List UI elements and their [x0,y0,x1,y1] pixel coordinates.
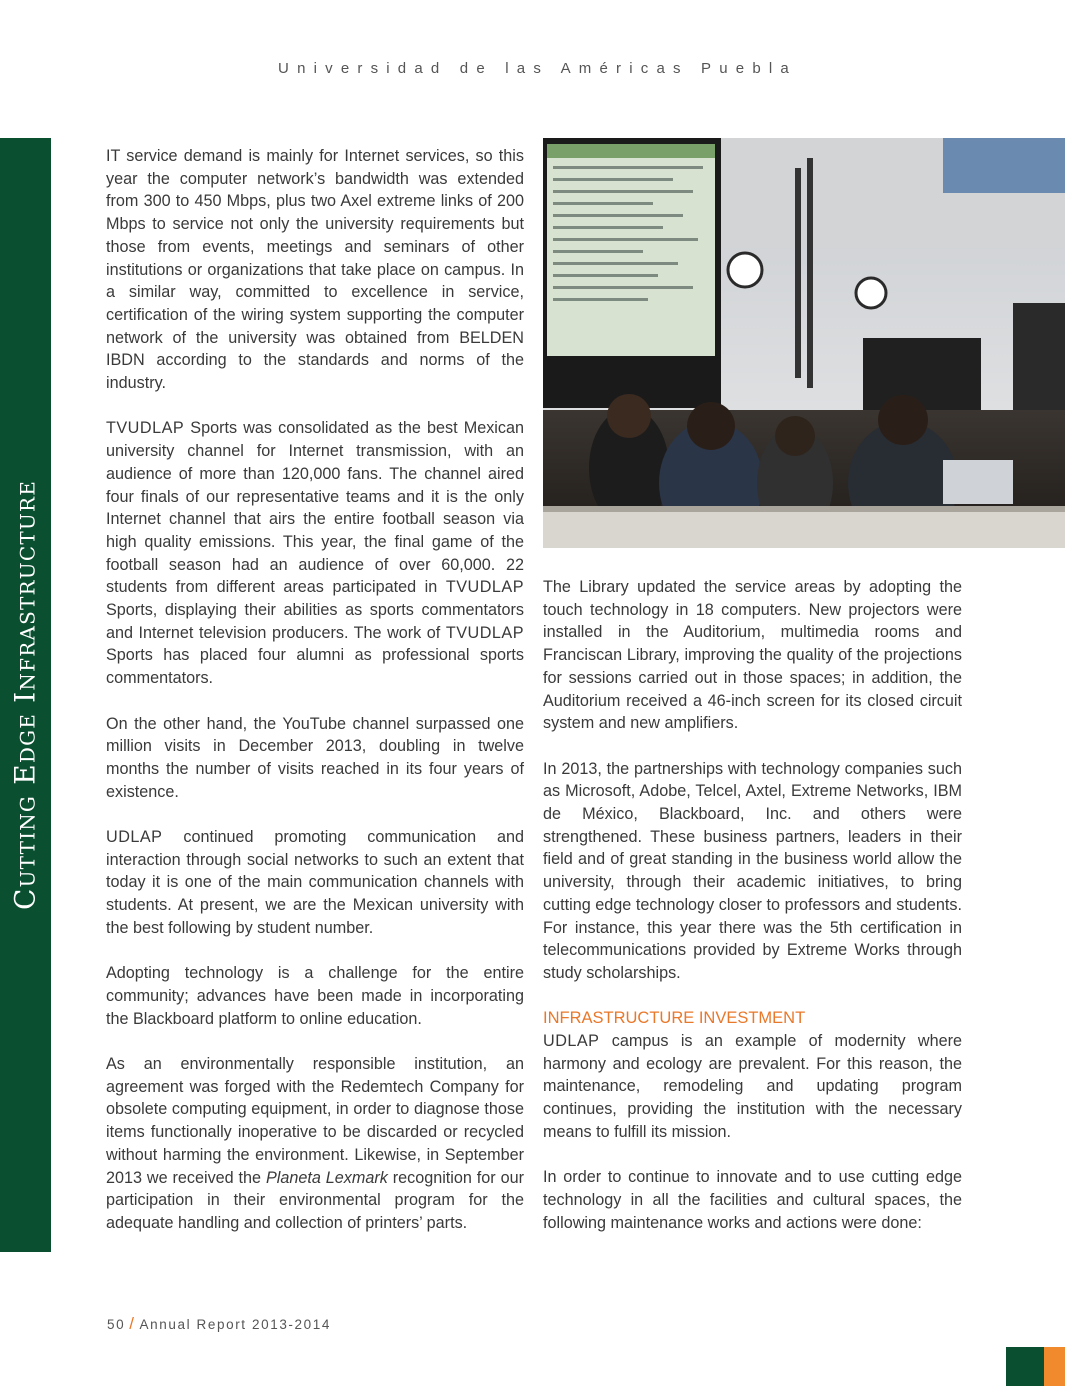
paragraph-social-networks: UDLAP continued promoting communication and interaction through social networks to such an extent that today it is one of the main communication channels with students. At present, we are the Mexican university with the best following by student number. [106,828,524,937]
paragraph-partnerships: In 2013, the partnerships with technology companies such as Microsoft, Adobe, Telcel, Axtel, Extreme Networks, IBM de México, Blackboard, Inc. and others were strengthened. These business partners, leaders in their field and of great standing in the business world allow the university, through their academic initiatives, to bring cutting edge technology closer to professors and students. For instance, this year there was the 5th certification in telecommunications provided by Extreme Works through study scholarships. [543,759,962,982]
paragraph-network-bandwidth: IT service demand is mainly for Internet services, so this year the computer network’s bandwidth was extended from 300 to 450 Mbps, plus two Axel extreme links of 200 Mbps to service not only the university requirements but those from events, meetings and seminars of other institutions or organizations that take place on campus. In a similar way, committed to excellence in service, certification of the wiring system supporting the computer network of the university was obtained from BELDEN IBDN according to the standards and norms of the industry. [106,147,524,393]
corner-mark-green [1006,1347,1044,1386]
paragraph-blackboard: Adopting technology is a challenge for the entire community; advances have been made in incorporating the Blackboard platform to online education. [106,964,524,1028]
section-heading-infrastructure: INFRASTRUCTURE INVESTMENT [543,1009,806,1028]
section-sidebar-label: Cutting Edge Infrastructure [8,479,42,911]
footer-separator: / [129,1314,136,1333]
paragraph-maintenance: In order to continue to innovate and to use cutting edge technology in all the facilities and cultural spaces, the following maintenance works and actions were done: [543,1168,962,1232]
footer-report-title: Annual Report 2013-2014 [139,1317,331,1332]
running-header: Universidad de las Américas Puebla [278,60,797,77]
paragraph-campus: UDLAP campus is an example of modernity where harmony and ecology are prevalent. For this reason, the maintenance, remodeling and updating program continues, providing the institution with the necessary means to fulfill its mission. [543,1032,962,1141]
right-text-column [543,576,962,1257]
page-number: 50 [107,1317,126,1332]
page-footer [107,1314,331,1334]
left-text-column [106,145,524,1257]
paragraph-youtube-channel: On the other hand, the YouTube channel surpassed one million visits in December 2013, doubling in twelve months the number of visits reached in its four years of existence. [106,714,524,801]
paragraph-library: The Library updated the service areas by adopting the touch technology in 18 computers. New projectors were installed in the Auditorium, multimedia rooms and Franciscan Library, improving the quality of the projections for sessions carried out in those spaces; in addition, the Auditorium received a 46-inch screen for its closed circuit system and new amplifiers. [543,578,962,733]
corner-mark-orange [1044,1347,1065,1386]
paragraph-environment: As an environmentally responsible institution, an agreement was forged with the Redemtech Company for obsolete computing equipment, in order to diagnose those items functionally inoperative to be discarded or recycled without harming the environment. Likewise, in September 2013 we received the Planeta Lexmark recognition for our participation in their environmental program for the adequate handling and collection of printers’ parts. [106,1055,524,1232]
paragraph-tvudlap-sports: TVUDLAP Sports was consolidated as the best Mexican university channel for Internet transmission, with an audience of more than 120,000 fans. The channel aired four finals of our representative teams and it is the only Internet channel that airs the entire football season via high quality emissions. This year, the final game of the football season had an audience of over 60,000. 22 students from different areas participated in TVUDLAP Sports, displaying their abilities as sports commentators and Internet television producers. The work of TVUDLAP Sports has placed four alumni as professional sports commentators. [106,419,524,688]
classroom-photo [543,138,1065,548]
